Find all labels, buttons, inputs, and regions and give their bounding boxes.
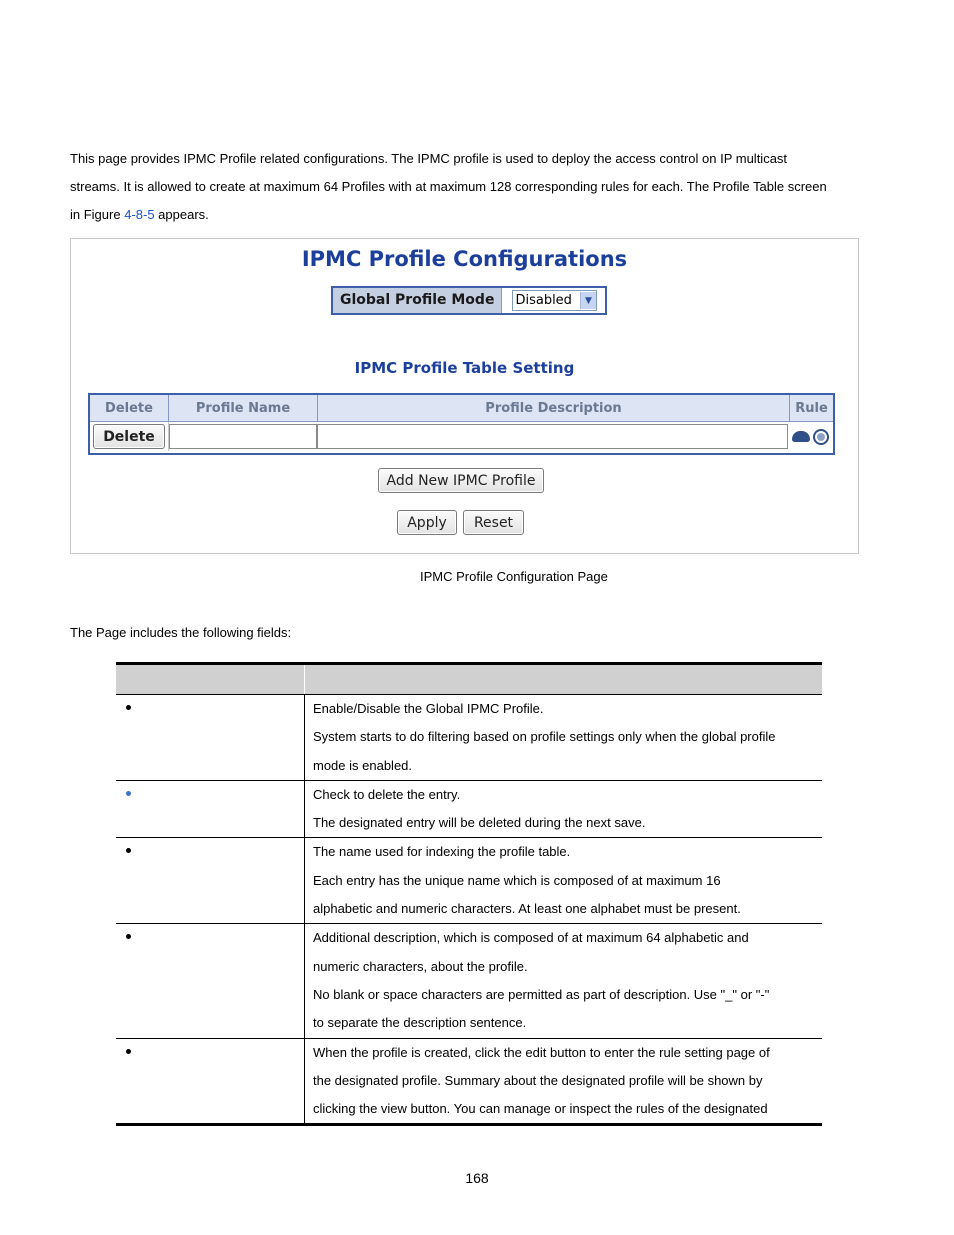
edit-icon[interactable] — [792, 431, 810, 442]
global-profile-mode-label: Global Profile Mode — [333, 288, 502, 313]
description-line: alphabetic and numeric characters. At least one alphabet must be present. — [313, 901, 741, 917]
description-line: clicking the view button. You can manage or inspect the rules of the designated — [313, 1101, 768, 1117]
profile-name-input[interactable] — [169, 424, 317, 449]
intro-line-2: streams. It is allowed to create at maximum 64 Profiles with at maximum 128 corresponding rules for each. The Profile Table screen — [70, 179, 827, 194]
intro-paragraph — [70, 145, 890, 229]
bullet-icon — [126, 934, 131, 939]
field-row-profile-description — [116, 924, 822, 1038]
object-cell — [116, 924, 305, 1037]
description-cell — [305, 924, 822, 1037]
description-line: Enable/Disable the Global IPMC Profile. — [313, 701, 544, 716]
description-line: The name used for indexing the profile table. — [313, 844, 571, 860]
description-line: numeric characters, about the profile. — [313, 958, 528, 974]
description-line: System starts to do filtering based on profile settings only when the global profile — [313, 729, 776, 745]
description-line: Each entry has the unique name which is composed of at maximum 16 — [313, 872, 721, 888]
fields-table-header — [116, 665, 822, 695]
delete-button[interactable]: Delete — [93, 424, 165, 449]
ipmc-profile-screenshot — [70, 238, 859, 554]
object-cell — [116, 1039, 305, 1124]
description-cell — [305, 838, 822, 923]
page-number: 168 — [465, 1170, 489, 1186]
global-profile-mode-cell — [502, 288, 604, 313]
header-object-cell — [116, 665, 305, 694]
column-profile-description: Profile Description — [318, 395, 790, 421]
add-new-ipmc-profile-button[interactable]: Add New IPMC Profile — [378, 468, 544, 493]
fields-lead: The Page includes the following fields: — [70, 625, 292, 640]
delete-cell — [90, 422, 169, 451]
bullet-icon — [126, 791, 131, 796]
intro-line-3-post: appears. — [154, 207, 209, 222]
column-profile-name: Profile Name — [169, 395, 318, 421]
rule-icons — [792, 429, 829, 445]
column-rule: Rule — [795, 400, 828, 416]
figure-link[interactable]: 4-8-5 — [124, 207, 155, 222]
profile-description-input[interactable] — [317, 424, 788, 449]
description-line: Check to delete the entry. — [313, 786, 461, 802]
figure-caption: IPMC Profile Configuration Page — [420, 569, 608, 584]
bullet-icon — [126, 705, 131, 710]
profile-table — [88, 393, 835, 455]
description-cell — [305, 1039, 822, 1124]
rule-cell — [788, 422, 833, 451]
profile-description-cell — [317, 422, 788, 451]
intro-line-1: This page provides IPMC Profile related configurations. The IPMC profile is used to deploy the access control on IP multicast — [70, 151, 788, 166]
description-line: When the profile is created, click the edit button to enter the rule setting page of — [313, 1044, 770, 1060]
profile-table-header — [90, 395, 833, 422]
description-line: Additional description, which is composed of at maximum 64 alphabetic and — [313, 930, 749, 946]
bullet-icon — [126, 848, 131, 853]
global-profile-mode-box — [331, 286, 607, 315]
description-line: mode is enabled. — [313, 757, 413, 773]
field-row-delete — [116, 781, 822, 839]
global-profile-mode-value: Disabled — [515, 293, 572, 308]
view-icon[interactable] — [813, 429, 829, 445]
description-line: The designated entry will be deleted during the next save. — [313, 815, 646, 831]
table-bottom-rule — [116, 1123, 822, 1126]
intro-line-3-pre: in Figure — [70, 207, 125, 222]
column-delete: Delete — [90, 395, 169, 421]
chevron-down-icon: ▼ — [580, 292, 596, 309]
object-cell — [116, 781, 305, 838]
object-cell — [116, 838, 305, 923]
global-profile-mode-select[interactable] — [512, 290, 596, 311]
description-cell — [305, 781, 822, 838]
fields-table — [116, 662, 822, 1126]
intro-line-3 — [70, 201, 890, 229]
description-line: to separate the description sentence. — [313, 1015, 527, 1031]
screenshot-title: IPMC Profile Configurations — [301, 247, 628, 271]
description-line: the designated profile. Summary about the designated profile will be shown by — [313, 1072, 763, 1088]
table-row — [90, 422, 833, 451]
apply-button[interactable]: Apply — [397, 510, 457, 535]
field-row-profile-name — [116, 838, 822, 924]
description-cell — [305, 695, 822, 780]
description-line: No blank or space characters are permitted as part of description. Use "_" or "-" — [313, 986, 770, 1002]
reset-button[interactable]: Reset — [463, 510, 524, 535]
object-cell — [116, 695, 305, 780]
profile-table-title: IPMC Profile Table Setting — [354, 359, 575, 377]
profile-name-cell — [169, 422, 317, 451]
field-row-rule — [116, 1039, 822, 1124]
field-row-global-mode — [116, 695, 822, 781]
bullet-icon — [126, 1049, 131, 1054]
